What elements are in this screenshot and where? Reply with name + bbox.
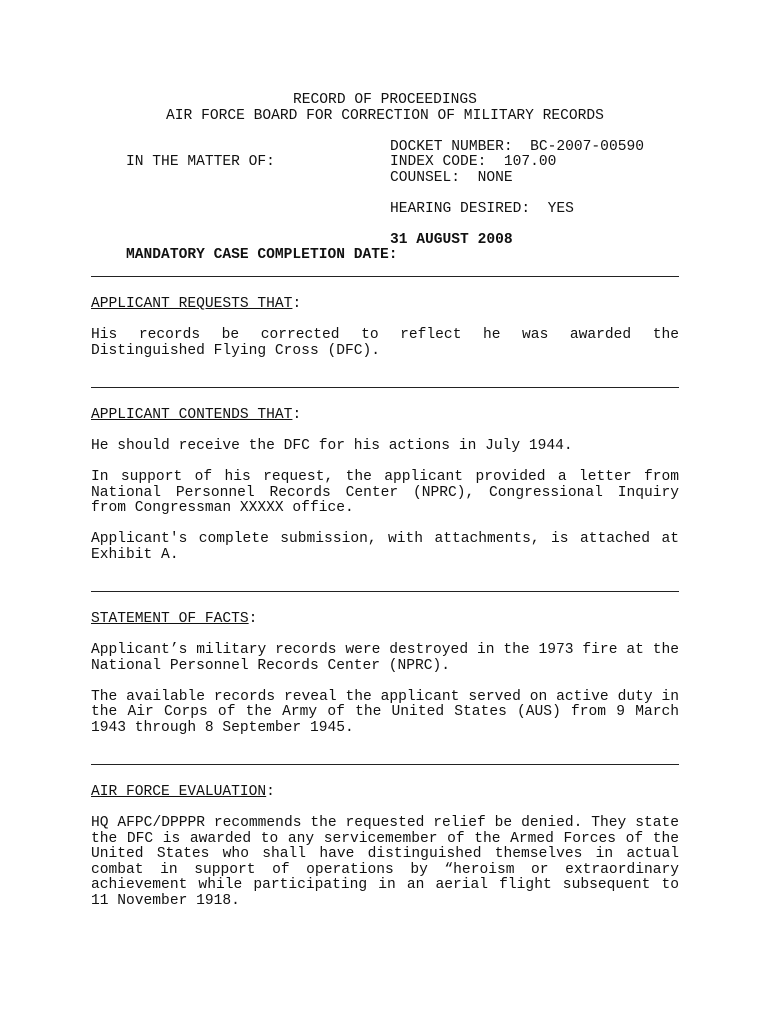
contends-paragraph-2: In support of his request, the applicant provided a letter from National Personnel Records Center (NPRC), Congressional Inquiry from Congressman XXXXX office.: [91, 469, 679, 516]
contends-paragraph-1: He should receive the DFC for his actions in July 1944.: [91, 438, 573, 454]
facts-paragraph-1: Applicant’s military records were destroyed in the 1973 fire at the National Personnel Records Center (NPRC).: [91, 642, 679, 674]
requests-line-1: His records be corrected to reflect he was awarded the: [91, 327, 679, 343]
section-heading-facts: STATEMENT OF FACTS:: [91, 611, 258, 627]
divider: [91, 276, 679, 277]
section-heading-requests: APPLICANT REQUESTS THAT:: [91, 296, 302, 312]
completion-date: 31 AUGUST 2008: [390, 231, 513, 248]
divider: [91, 764, 679, 765]
divider: [91, 591, 679, 592]
section-heading-contends: APPLICANT CONTENDS THAT:: [91, 407, 302, 423]
docket-number: DOCKET NUMBER: BC-2007-00590: [390, 138, 644, 155]
hearing-row: [91, 202, 679, 218]
divider: [91, 387, 679, 388]
index-code: INDEX CODE: 107.00: [390, 154, 557, 170]
matter-label: IN THE MATTER OF:: [126, 154, 275, 170]
index-row: [91, 155, 679, 171]
title-line-2: AIR FORCE BOARD FOR CORRECTION OF MILITARY RECORDS: [166, 107, 604, 124]
completion-row: [91, 231, 679, 263]
facts-paragraph-2: The available records reveal the applicant served on active duty in the Air Corps of the Army of the United States (AUS) from 9 March 1943 through 8 September 1945.: [91, 688, 679, 736]
section-heading-evaluation: AIR FORCE EVALUATION:: [91, 784, 275, 800]
requests-paragraph: [91, 328, 679, 359]
hearing-desired: HEARING DESIRED: YES: [390, 200, 574, 217]
document-page: [91, 93, 679, 909]
completion-label: MANDATORY CASE COMPLETION DATE:: [126, 247, 398, 263]
evaluation-paragraph-1: HQ AFPC/DPPPR recommends the requested relief be denied. They state the DFC is awarded to any servicemember of the Armed Forces of the United States who shall have distinguished themselves in actual combat in support of operations by “heroism or extraordinary achievement while participating in an aerial flight subsequent to 11 November 1918.: [91, 815, 679, 909]
counsel-row: [91, 171, 679, 187]
requests-line-2: Distinguished Flying Cross (DFC).: [91, 342, 381, 359]
counsel: COUNSEL: NONE: [390, 169, 513, 186]
title-line-1: RECORD OF PROCEEDINGS: [293, 92, 477, 108]
contends-paragraph-3: Applicant's complete submission, with attachments, is attached at Exhibit A.: [91, 531, 679, 563]
